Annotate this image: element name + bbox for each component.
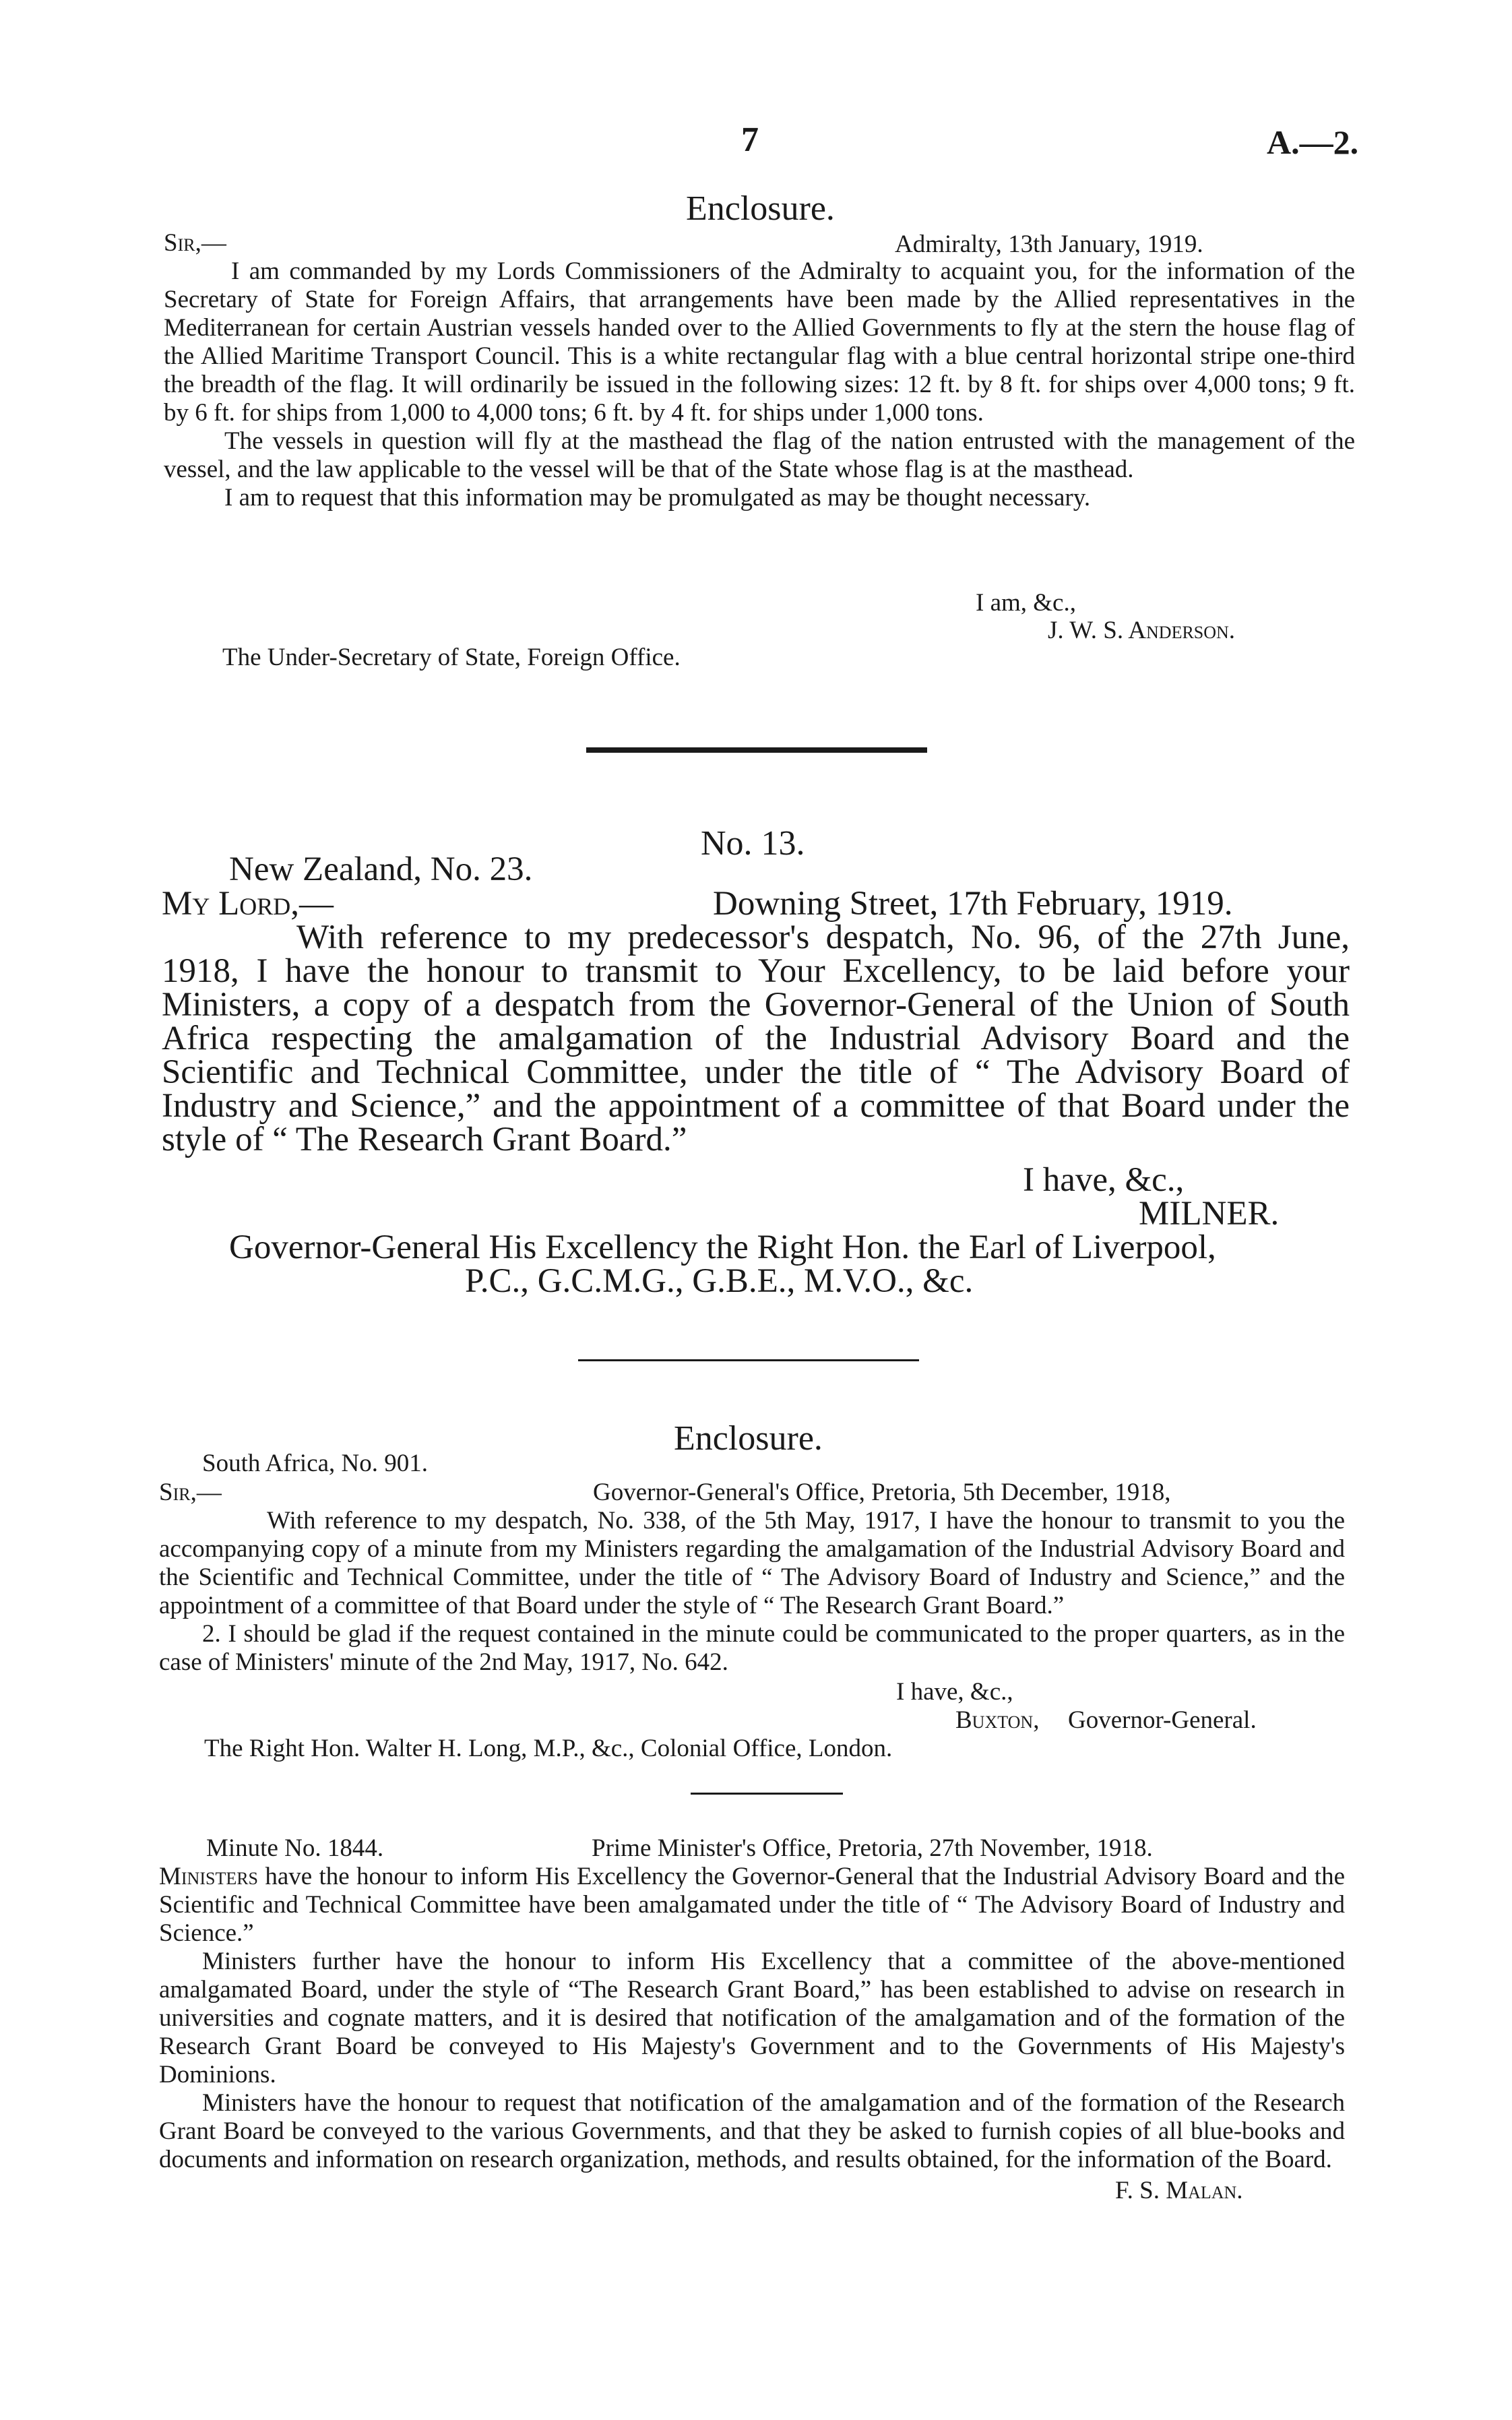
place-date: Admiralty, 13th January, 1919. (895, 230, 1203, 258)
minute-number: Minute No. 1844. (206, 1834, 384, 1862)
paragraph-lead: Ministers (159, 1863, 259, 1890)
enclosure-heading: Enclosure. (674, 1419, 823, 1458)
paragraph: I am to request that this information may be promulgated as may be thought necessary. (224, 484, 1091, 511)
despatch-reference: South Africa, No. 901. (202, 1450, 429, 1477)
paragraph: I am commanded by my Lords Commissioners of the Admiralty to acquaint you, for the information of the Secretary of State for Foreign Affairs, that arrangements have been made by the Allied representatives in the Mediterranean for certain Austrian vessels handed over to the Allied Governments to fly at the stern the house flag of the Allied Maritime Transport Council. This is a white rectangular flag with a blue central horizontal stripe one-third the breadth of the flag. It will ordinarily be issued in the following sizes: 12 ft. by 8 ft. for ships over 4,000 tons; 9 ft. by 6 ft. for ships from 1,000 to 4,000 tons; 6 ft. by 4 ft. for ships under 1,000 tons. (164, 257, 1355, 427)
addressee-line: P.C., G.C.M.G., G.B.E., M.V.O., &c. (465, 1262, 974, 1300)
addressee: The Under-Secretary of State, Foreign Office. (222, 644, 681, 671)
section-divider (691, 1793, 843, 1795)
salutation: Sir,— (159, 1479, 222, 1506)
paragraph: Ministers have the honour to request that notification of the amalgamation and of the formation of the Research Grant Board be conveyed to the various Governments, and that they be asked to furnish copies of all blue-books and documents and information on research organization, methods, and results obtained, for the information of the Board. (159, 2089, 1345, 2173)
place-date: Prime Minister's Office, Pretoria, 27th November, 1918. (592, 1834, 1153, 1862)
place-date: Governor-General's Office, Pretoria, 5th December, 1918, (593, 1479, 1171, 1506)
paragraph: Ministers have the honour to inform His Excellency the Governor-General that the Industrial Advisory Board and the Scientific and Technical Committee have been amalgamated under the title of “ The Advisory Board of Industry and Science.” (159, 1863, 1345, 1947)
despatch-reference: New Zealand, No. 23. (229, 850, 533, 888)
page-number: 7 (741, 121, 759, 159)
signature-title: Governor-General. (1068, 1706, 1257, 1734)
addressee: The Right Hon. Walter H. Long, M.P., &c., Colonial Office, London. (204, 1735, 893, 1762)
enclosure-body (164, 257, 1355, 512)
despatch-body (162, 921, 1350, 1156)
closing: I have, &c., (1023, 1161, 1185, 1199)
salutation: Sir,— (164, 229, 226, 257)
section-divider (578, 1359, 919, 1361)
addressee-line: Governor-General His Excellency the Right Hon. the Earl of Liverpool, (229, 1229, 1216, 1266)
signature: F. S. Malan. (1115, 2177, 1243, 2204)
salutation: My Lord,— (162, 885, 334, 923)
paragraph: The vessels in question will fly at the masthead the flag of the nation entrusted with the management of the vessel, and the law applicable to the vessel will be that of the State whose flag is at the masthead. (164, 427, 1355, 483)
paragraph: With reference to my despatch, No. 338, of the 5th May, 1917, I have the honour to transmit to you the accompanying copy of a minute from my Ministers regarding the amalgamation of the Industrial Advisory Board and the Scientific and Technical Committee, under the title of “ The Advisory Board of Industry and Science,” and the appointment of a committee of that Board under the style of “ The Research Grant Board.” (159, 1507, 1345, 1619)
enclosure-heading: Enclosure. (686, 189, 835, 228)
paragraph: 2. I should be glad if the request contained in the minute could be communicated to the proper quarters, as in the case of Ministers' minute of the 2nd May, 1917, No. 642. (159, 1620, 1345, 1676)
section-divider (586, 747, 927, 753)
document-code: A.—2. (1267, 123, 1359, 161)
place-date: Downing Street, 17th February, 1919. (713, 885, 1233, 923)
closing: I am, &c., (976, 589, 1076, 617)
signature-name: Buxton, (955, 1706, 1040, 1734)
signature: MILNER. (1139, 1195, 1280, 1233)
paragraph: Ministers further have the honour to inform His Excellency that a committee of the above-mentioned amalgamated Board, under the style of “The Research Grant Board,” has been established to advise on research in universities and cognate matters, and it is desired that notification of the amalgamation and of the formation of the Research Grant Board be conveyed to His Majesty's Government and to the Governments of His Majesty's Dominions. (159, 1948, 1345, 2088)
signature: J. W. S. Anderson. (1048, 617, 1236, 644)
enclosure-body (159, 1507, 1345, 1677)
paragraph: With reference to my predecessor's despatch, No. 96, of the 27th June, 1918, I have the honour to transmit to Your Excellency, to be laid before your Ministers, a copy of a despatch from the Governor-General of the Union of South Africa respecting the amalgamation of the Industrial Advisory Board and the Scientific and Technical Committee, under the title of “ The Advisory Board of Industry and Science,” and the appointment of a committee of that Board under the style of “ The Research Grant Board.” (162, 919, 1350, 1158)
minute-body (159, 1863, 1345, 2174)
despatch-number: No. 13. (701, 824, 805, 863)
closing: I have, &c., (896, 1678, 1013, 1706)
